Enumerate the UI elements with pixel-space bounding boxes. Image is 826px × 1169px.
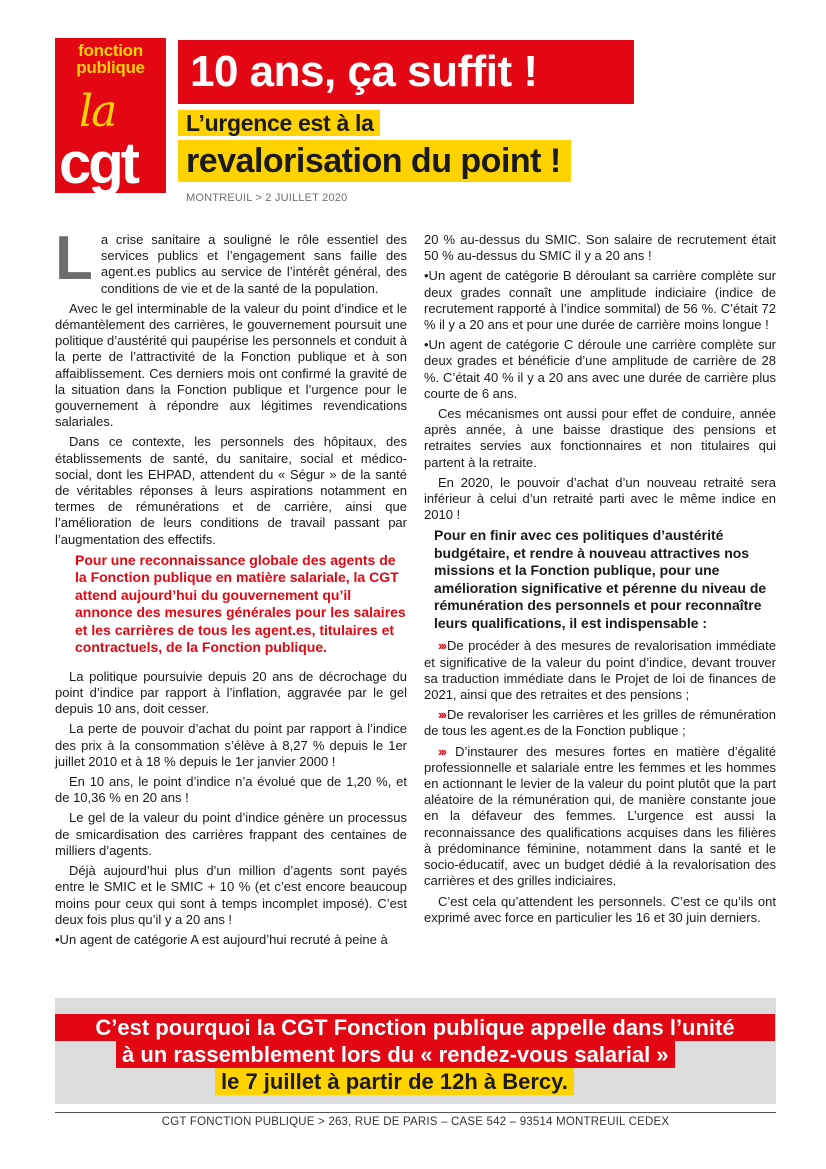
demand-text: De revaloriser les carrières et les grilles de rémunération de tous les agent.es de la Fonction publique ; xyxy=(424,707,776,739)
paragraph: Ces mécanismes ont aussi pour effet de conduire, année après année, à une baisse drastique des pensions et retraites servies aux fonctionnaires et non titulaires qui partent à la retraite. xyxy=(424,406,776,470)
paragraph: La perte de pouvoir d’achat du point par rapport à l’indice des prix à la consommation s’élève à 8,27 % depuis le 1er juillet 2010 et à 18 % depuis le 1er janvier 2000 ! xyxy=(55,721,407,769)
footer-divider xyxy=(55,1112,776,1113)
bullet-category-a: •Un agent de catégorie A est aujourd’hui recruté à peine à xyxy=(55,931,388,947)
paragraph: En 10 ans, le point d’indice n’a évolué que de 1,20 %, et de 10,36 % en 20 ans ! xyxy=(55,774,407,806)
highlight-demand: Pour une reconnaissance globale des agents de la Fonction publique en matière salariale, la CGT attend aujourd’hui du gouvernement qu’il annonce des mesures générales pour les salaires et les carrières de tous les agent.es, titulaires et contractuels, de la Fonction publique. xyxy=(75,551,406,656)
logo-line-publique: publique xyxy=(76,58,145,77)
paragraph: Dans ce contexte, les personnels des hôpitaux, des établissements de santé, du sanitaire, social et médico-social, dont les EHPAD, attendent du « Ségur » de la santé de véritables réponses à leurs aspirations notamment en termes de rémunérations et de carrière, ainsi que l’amélioration de leurs conditions de travail passant par l’augmentation des effectifs. xyxy=(55,434,407,547)
chevrons-icon: ››› xyxy=(438,638,445,654)
right-column xyxy=(424,232,776,930)
demand-text: De procéder à des mesures de revalorisation immédiate et significative de la valeur du point d’indice, devant trouver sa traduction immédiate dans le Projet de loi de finances de 2021, ainsi que des retraites et des pensions ; xyxy=(424,638,776,703)
subtitle-line-2: revalorisation du point ! xyxy=(178,140,571,182)
intro-paragraph xyxy=(55,224,407,297)
chevrons-icon: ››› xyxy=(438,707,445,723)
bullet-category-b: •Un agent de catégorie B déroulant sa carrière complète sur deux grades connaît une amplitude indiciaire (indice de recrutement rapporté à l’indice sommital) de 56 %. C’était 72 % il y a 20 ans et pour une durée de carrière moins longue ! xyxy=(424,268,776,333)
paragraph: 20 % au-dessus du SMIC. Son salaire de recrutement était 50 % au-dessus du SMIC il y a 20 ans ! xyxy=(424,232,776,264)
paragraph: C’est cela qu’attendent les personnels. C’est ce qu’ils ont exprimé avec force en particulier les 16 et 30 juin derniers. xyxy=(424,893,776,925)
highlight-requirements: Pour en finir avec ces politiques d’austérité budgétaire, et rendre à nouveau attractives nos missions et la Fonction publique, pour une amélioration significative et pérenne du niveau de rémunération des personnels et pour reconnaître leurs qualifications, il est indispensable : xyxy=(434,527,767,631)
logo-la: la xyxy=(79,86,116,137)
banner-line-2: à un rassemblement lors du « rendez-vous salarial » xyxy=(116,1041,675,1068)
logo-caption xyxy=(55,42,166,76)
banner-line-1: C’est pourquoi la CGT Fonction publique appelle dans l’unité xyxy=(55,1014,775,1041)
demand-text: D’instaurer des mesures fortes en matière d’égalité professionnelle et salariale entre les femmes et les hommes en actionnant le levier de la valeur du point plutôt que la part aléatoire de la rémunération qui, de manière constante joue en la défaveur des femmes. L’urgence est aussi la reconnaissance des qualifications acquises dans les filières à prédominance féminine, notamment dans la santé et le socio-éducatif, avec un budget dédié à la revalorisation des carrières et des grilles indiciaires. xyxy=(424,743,776,889)
paragraph: La politique poursuivie depuis 20 ans de décrochage du point d’indice par rapport à l’inflation, aggravée par le gel depuis 10 ans, doit cesser. xyxy=(55,668,407,717)
footer-address: CGT FONCTION PUBLIQUE > 263, RUE DE PARIS – CASE 542 – 93514 MONTREUIL CEDEX xyxy=(161,1116,670,1128)
paragraph: Le gel de la valeur du point d’indice génère un processus de smicardisation des carrières frappant des centaines de milliers d’agents. xyxy=(55,810,407,858)
logo-line-fonction: fonction xyxy=(78,41,143,60)
chevrons-icon: ››› xyxy=(438,743,445,759)
demand-item xyxy=(424,744,776,890)
page-title: 10 ans, ça suffit ! xyxy=(190,47,538,96)
intro-text: a crise sanitaire a souligné le rôle essentiel des services publics et l’engagement sans faille des agent.es publics au service de l’intérêt général, des conditions de vie et de la santé de la population. xyxy=(100,232,407,296)
drop-cap: L xyxy=(55,224,93,293)
bullet-category-c: •Un agent de catégorie C déroule une carrière complète sur deux grades et bénéficie d’une amplitude de carrière de 28 %. C’était 40 % il y a 20 ans avec une durée de carrière plus courte de 6 ans. xyxy=(424,337,776,401)
banner-line-3: le 7 juillet à partir de 12h à Bercy. xyxy=(215,1068,574,1095)
logo-cgt: cgt xyxy=(59,131,137,196)
subtitle-line-1: L’urgence est à la xyxy=(178,110,380,136)
left-column xyxy=(55,224,407,952)
demand-item xyxy=(424,707,776,739)
paragraph: Déjà aujourd’hui plus d’un million d’agents sont payés entre le SMIC et le SMIC + 10 % (et c’est encore beaucoup moins pour ceux qui sont à temps incomplet imposé). C’est deux fois plus qu’il y a 20 ans ! xyxy=(55,863,407,927)
dateline: MONTREUIL > 2 JUILLET 2020 xyxy=(186,192,348,204)
cgt-logo xyxy=(55,38,166,196)
demand-item xyxy=(424,638,776,703)
title-box xyxy=(178,40,634,104)
call-to-action-banner xyxy=(55,998,776,1104)
paragraph: Avec le gel interminable de la valeur du point d’indice et le démantèlement des carrières, le gouvernement poursuit une politique d’austérité qui paupérise les personnels et conduit à la perte de l’attractivité de la Fonction publique et à son affaiblissement. Ces derniers mois ont confirmé la gravité de la situation dans la Fonction publique et l’urgence pour le gouvernement à répondre aux légitimes revendications salariales. xyxy=(55,300,407,430)
paragraph: En 2020, le pouvoir d’achat d’un nouveau retraité sera inférieur à celui d’un retraité parti avec le même indice en 2010 ! xyxy=(424,474,776,523)
